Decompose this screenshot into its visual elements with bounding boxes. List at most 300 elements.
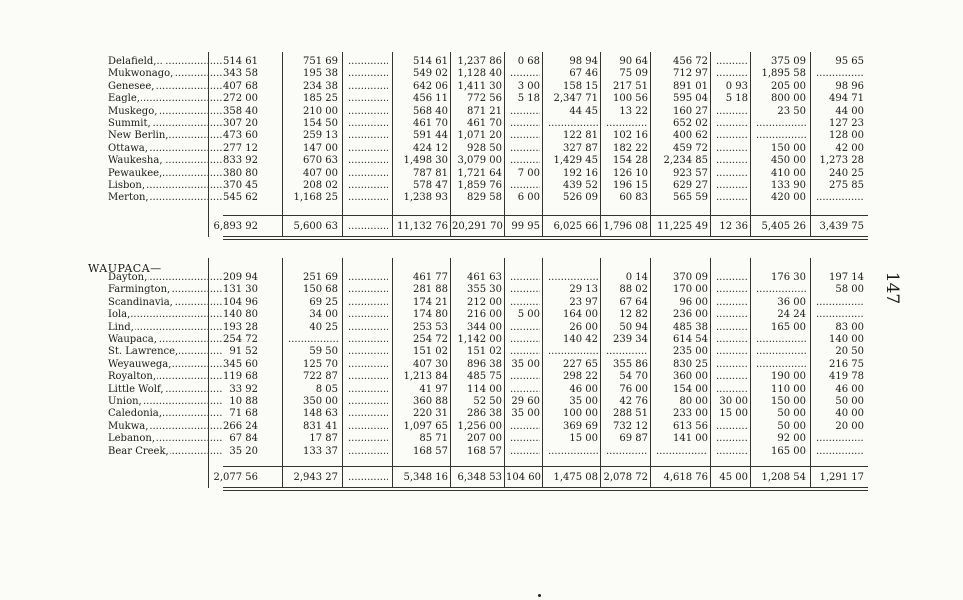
amount-cell: 20,291 70 (452, 220, 503, 232)
dot-leader (510, 284, 540, 296)
amount-cell: 1,498 30 (403, 155, 448, 167)
amount-cell: 165 00 (771, 445, 806, 457)
amount-cell: 5 18 (725, 93, 748, 105)
table-rule (223, 239, 868, 240)
town-name (108, 81, 223, 93)
dot-leader (756, 346, 806, 358)
amount-cell: 595 04 (673, 93, 708, 105)
amount-cell: 400 62 (673, 130, 708, 142)
dot-leader (716, 359, 748, 371)
town-name-label: Merton, (108, 192, 149, 204)
amount-cell: 286 38 (467, 408, 502, 420)
town-name (108, 106, 223, 118)
amount-cell: 0 14 (625, 272, 648, 283)
amount-cell: 12 36 (719, 220, 748, 232)
table-rule (223, 487, 868, 488)
dot-leader (510, 446, 540, 458)
amount-cell: 50 00 (777, 420, 806, 432)
amount-cell: 140 42 (563, 334, 598, 345)
amount-cell: 1,237 86 (457, 56, 502, 67)
column-rule (710, 258, 711, 488)
amount-cell: 7 00 (517, 167, 540, 179)
amount-cell: 410 00 (771, 167, 806, 179)
amount-cell: 150 68 (303, 284, 338, 296)
amount-cell: 545 62 (223, 192, 258, 204)
amount-cell: 46 00 (569, 383, 598, 395)
amount-cell: 1,411 30 (457, 80, 502, 92)
amount-cell: 95 65 (835, 56, 864, 67)
column-rule (542, 258, 543, 488)
amount-cell: 205 00 (771, 80, 806, 92)
dot-leader (510, 106, 540, 118)
dot-leader (606, 446, 648, 458)
dot-leader (756, 284, 806, 296)
amount-cell: 1,097 65 (403, 420, 448, 432)
dot-leader (716, 130, 748, 142)
amount-cell: 220 31 (413, 408, 448, 420)
amount-cell: 375 09 (771, 56, 806, 67)
amount-cell: 216 75 (829, 358, 864, 370)
amount-cell: 141 00 (673, 433, 708, 445)
amount-cell: 20 00 (835, 420, 864, 432)
amount-cell: 0 68 (517, 56, 540, 67)
amount-cell: 526 09 (563, 192, 598, 204)
amount-cell: 614 54 (673, 334, 708, 345)
town-name-label: Summit, (108, 118, 151, 129)
amount-cell: 67 84 (229, 433, 258, 445)
amount-cell: 712 97 (673, 68, 708, 80)
amount-cell: 370 45 (223, 180, 258, 191)
dot-leader (816, 309, 864, 321)
amount-cell: 133 37 (303, 445, 338, 457)
dot-leader (716, 192, 748, 204)
town-name-label: Iola, (108, 309, 131, 321)
amount-cell: 1,291 17 (819, 472, 864, 483)
town-name (108, 334, 223, 346)
column-rule (450, 258, 451, 488)
dot-leader (348, 68, 388, 80)
column-rule (810, 52, 811, 237)
column-rule (600, 52, 601, 237)
amount-cell: 197 14 (829, 272, 864, 283)
amount-cell: 119 68 (223, 371, 258, 383)
amount-cell: 461 63 (467, 272, 502, 283)
dot-leader (716, 346, 748, 358)
amount-cell: 216 00 (467, 309, 502, 321)
amount-cell: 140 80 (223, 309, 258, 321)
column-rule (650, 258, 651, 488)
amount-cell: 1,071 20 (457, 130, 502, 142)
dot-leader (510, 180, 540, 192)
town-name (108, 56, 223, 68)
dot-leader (348, 272, 388, 284)
amount-cell: 24 24 (777, 309, 806, 321)
town-name-label: Genesee, (108, 80, 155, 92)
amount-cell: 350 00 (303, 396, 338, 407)
amount-cell: 88 02 (619, 284, 648, 296)
dot-leader (716, 421, 748, 433)
dot-leader (716, 56, 748, 68)
amount-cell: 239 34 (613, 334, 648, 345)
amount-cell: 2,347 71 (553, 93, 598, 105)
amount-cell: 60 83 (619, 192, 648, 204)
amount-cell: 407 68 (223, 80, 258, 92)
town-name (108, 346, 223, 358)
amount-cell: 787 81 (413, 167, 448, 179)
amount-cell: 4,618 76 (663, 472, 708, 483)
dot-leader (348, 130, 388, 142)
town-name (108, 93, 223, 105)
dot-leader (510, 384, 540, 396)
amount-cell: 1,128 40 (457, 68, 502, 80)
dot-leader (716, 284, 748, 296)
amount-cell: 42 76 (619, 396, 648, 407)
table-row (108, 421, 868, 433)
town-name (108, 408, 223, 420)
amount-cell: 419 78 (829, 371, 864, 383)
dot-leader (606, 346, 648, 358)
column-rule (504, 52, 505, 237)
dot-leader (510, 297, 540, 309)
amount-cell: 485 75 (467, 371, 502, 383)
amount-cell: 831 41 (303, 420, 338, 432)
amount-cell: 439 52 (563, 180, 598, 191)
table-rule (223, 236, 868, 237)
table-row (108, 371, 868, 383)
column-rule (750, 52, 751, 237)
amount-cell: 59 50 (309, 346, 338, 358)
amount-cell: 253 53 (413, 321, 448, 333)
amount-cell: 1,208 54 (761, 472, 806, 483)
amount-cell: 5,348 16 (403, 472, 448, 483)
amount-cell: 50 00 (777, 408, 806, 420)
total-row (108, 221, 868, 233)
dot-leader (510, 143, 540, 155)
amount-cell: 833 92 (223, 155, 258, 167)
table-row (108, 106, 868, 118)
dot-leader (716, 180, 748, 192)
amount-cell: 871 21 (467, 105, 502, 117)
amount-cell: 165 00 (771, 321, 806, 333)
amount-cell: 327 87 (563, 142, 598, 154)
amount-cell: 277 12 (223, 142, 258, 154)
amount-cell: 190 00 (771, 371, 806, 383)
amount-cell: 35 00 (569, 396, 598, 407)
table-rule (223, 215, 868, 216)
dot-leader (348, 309, 388, 321)
amount-cell: 1,238 93 (403, 192, 448, 204)
amount-cell: 891 01 (673, 80, 708, 92)
town-name (108, 168, 223, 180)
amount-cell: 5 18 (517, 93, 540, 105)
amount-cell: 140 00 (829, 334, 864, 345)
town-name (108, 322, 223, 334)
dot-leader (510, 130, 540, 142)
table-row (108, 81, 868, 93)
table-row (108, 180, 868, 192)
amount-cell: 67 64 (619, 296, 648, 308)
dot-leader (716, 334, 748, 346)
dot-leader (348, 221, 388, 233)
dot-leader (348, 106, 388, 118)
dot-leader (348, 334, 388, 346)
dot-leader (716, 446, 748, 458)
town-name-label: Mukwa, (108, 420, 149, 432)
amount-cell: 2,077 56 (213, 472, 258, 483)
amount-cell: 235 00 (673, 346, 708, 358)
amount-cell: 17 87 (309, 433, 338, 445)
dot-leader (348, 93, 388, 105)
amount-cell: 450 00 (771, 155, 806, 167)
amount-cell: 407 30 (413, 358, 448, 370)
amount-cell: 772 56 (467, 93, 502, 105)
table-row (108, 272, 868, 284)
table-rule (223, 466, 868, 467)
amount-cell: 80 00 (679, 396, 708, 407)
amount-cell: 23 97 (569, 296, 598, 308)
amount-cell: 8 05 (315, 383, 338, 395)
amount-cell: 473 60 (223, 130, 258, 142)
amount-cell: 168 57 (467, 445, 502, 457)
town-name-label: Muskego, (108, 105, 158, 117)
town-name-label: Eagle, (108, 93, 140, 105)
table-row (108, 130, 868, 142)
dot-leader (348, 384, 388, 396)
amount-cell: 923 57 (673, 167, 708, 179)
town-name-label: Lisbon, (108, 180, 146, 191)
town-name-label: Mukwonago, (108, 68, 174, 80)
town-name (108, 297, 223, 309)
town-name-label: Bear Creek, (108, 445, 169, 457)
column-rule (392, 52, 393, 237)
amount-cell: 233 00 (673, 408, 708, 420)
dot-leader (348, 408, 388, 420)
dot-leader (716, 297, 748, 309)
dot-leader (816, 68, 864, 80)
amount-cell: 456 11 (413, 93, 448, 105)
dot-leader (348, 297, 388, 309)
town-name (108, 284, 223, 296)
amount-cell: 5,405 26 (761, 220, 806, 232)
table-row (108, 309, 868, 321)
amount-cell: 104 96 (223, 296, 258, 308)
amount-cell: 591 44 (413, 130, 448, 142)
amount-cell: 298 22 (563, 371, 598, 383)
dot-leader (756, 118, 806, 130)
amount-cell: 15 00 (569, 433, 598, 445)
amount-cell: 91 52 (229, 346, 258, 358)
amount-cell: 151 02 (467, 346, 502, 358)
dot-leader (656, 446, 708, 458)
dot-leader (348, 359, 388, 371)
town-name-label: St. Lawrence, (108, 346, 179, 358)
amount-cell: 98 94 (569, 56, 598, 67)
town-name-label: Scandinavia, (108, 296, 173, 308)
table-row (108, 56, 868, 68)
amount-cell: 41 97 (419, 383, 448, 395)
amount-cell: 12 82 (619, 309, 648, 321)
amount-cell: 147 00 (303, 142, 338, 154)
table-row (108, 297, 868, 309)
dot-leader (716, 371, 748, 383)
column-rule (504, 258, 505, 488)
amount-cell: 360 88 (413, 396, 448, 407)
dot-leader (348, 472, 388, 484)
dot-leader (510, 272, 540, 284)
amount-cell: 174 80 (413, 309, 448, 321)
amount-cell: 46 00 (835, 383, 864, 395)
amount-cell: 58 00 (835, 284, 864, 296)
dot-leader (548, 446, 598, 458)
amount-cell: 652 02 (673, 118, 708, 129)
amount-cell: 100 00 (563, 408, 598, 420)
amount-cell: 192 16 (563, 167, 598, 179)
dot-leader (716, 68, 748, 80)
amount-cell: 3 00 (517, 80, 540, 92)
column-rule (282, 52, 283, 237)
amount-cell: 565 59 (673, 192, 708, 204)
amount-cell: 1,168 25 (293, 192, 338, 204)
amount-cell: 85 71 (419, 433, 448, 445)
amount-cell: 54 70 (619, 371, 648, 383)
column-rule (600, 258, 601, 488)
amount-cell: 44 00 (835, 105, 864, 117)
amount-cell: 69 87 (619, 433, 648, 445)
column-rule (208, 52, 209, 237)
amount-cell: 131 30 (223, 284, 258, 296)
town-name (108, 396, 223, 408)
table-row (108, 322, 868, 334)
amount-cell: 30 00 (719, 396, 748, 407)
amount-cell: 154 00 (673, 383, 708, 395)
amount-cell: 50 00 (835, 396, 864, 407)
amount-cell: 193 28 (223, 321, 258, 333)
dot-leader (348, 168, 388, 180)
amount-cell: 360 00 (673, 371, 708, 383)
town-name-label: Farmington, (108, 284, 171, 296)
amount-cell: 67 46 (569, 68, 598, 80)
amount-cell: 36 00 (777, 296, 806, 308)
amount-cell: 185 25 (303, 93, 338, 105)
amount-cell: 5 00 (517, 309, 540, 321)
amount-cell: 829 58 (467, 192, 502, 204)
amount-cell: 90 64 (619, 56, 648, 67)
amount-cell: 122 81 (563, 130, 598, 142)
amount-cell: 928 50 (467, 142, 502, 154)
town-name (108, 192, 223, 204)
amount-cell: 240 25 (829, 167, 864, 179)
amount-cell: 494 71 (829, 93, 864, 105)
amount-cell: 456 72 (673, 56, 708, 67)
amount-cell: 83 00 (835, 321, 864, 333)
amount-cell: 1,429 45 (553, 155, 598, 167)
amount-cell: 355 30 (467, 284, 502, 296)
amount-cell: 11,132 76 (397, 220, 448, 232)
dot-leader (716, 168, 748, 180)
amount-cell: 207 00 (467, 433, 502, 445)
amount-cell: 254 72 (413, 334, 448, 345)
amount-cell: 52 50 (473, 396, 502, 407)
amount-cell: 629 27 (673, 180, 708, 191)
amount-cell: 176 30 (771, 272, 806, 283)
column-rule (810, 258, 811, 488)
amount-cell: 154 28 (613, 155, 648, 167)
amount-cell: 461 70 (413, 118, 448, 129)
amount-cell: 170 00 (673, 284, 708, 296)
amount-cell: 1,475 08 (553, 472, 598, 483)
amount-cell: 168 57 (413, 445, 448, 457)
amount-cell: 50 94 (619, 321, 648, 333)
amount-cell: 259 13 (303, 130, 338, 142)
dot-leader (510, 433, 540, 445)
amount-cell: 1,256 00 (457, 420, 502, 432)
amount-cell: 3,439 75 (819, 220, 864, 232)
amount-cell: 20 50 (835, 346, 864, 358)
amount-cell: 210 00 (303, 105, 338, 117)
amount-cell: 35 00 (511, 358, 540, 370)
dot-leader (510, 334, 540, 346)
town-name-label: Delafield,.. (108, 56, 163, 67)
column-rule (208, 258, 209, 488)
amount-cell: 92 00 (777, 433, 806, 445)
dot-leader (716, 155, 748, 167)
town-name (108, 359, 223, 371)
dot-leader (348, 396, 388, 408)
amount-cell: 151 02 (413, 346, 448, 358)
amount-cell: 358 40 (223, 105, 258, 117)
town-name (108, 421, 223, 433)
town-name (108, 180, 223, 192)
town-name (108, 118, 223, 130)
amount-cell: 355 86 (613, 358, 648, 370)
dot-leader (716, 106, 748, 118)
amount-cell: 227 65 (563, 358, 598, 370)
amount-cell: 114 00 (467, 383, 502, 395)
amount-cell: 98 96 (835, 80, 864, 92)
amount-cell: 578 47 (413, 180, 448, 191)
amount-cell: 128 00 (829, 130, 864, 142)
dot-leader (816, 297, 864, 309)
dot-leader (510, 118, 540, 130)
amount-cell: 251 69 (303, 272, 338, 283)
dot-leader (348, 433, 388, 445)
amount-cell: 613 56 (673, 420, 708, 432)
table-row (108, 192, 868, 204)
table-row (108, 346, 868, 358)
amount-cell: 420 00 (771, 192, 806, 204)
dot-leader (510, 346, 540, 358)
amount-cell: 44 45 (569, 105, 598, 117)
amount-cell: 1,273 28 (819, 155, 864, 167)
dot-leader (510, 68, 540, 80)
dot-leader (348, 155, 388, 167)
amount-cell: 2,234 85 (663, 155, 708, 167)
town-name-label: Waupaca, (108, 334, 157, 345)
amount-cell: 13 22 (619, 105, 648, 117)
amount-cell: 343 58 (223, 68, 258, 80)
town-name-label: Waukesha, (108, 155, 163, 167)
amount-cell: 2,078 72 (603, 472, 648, 483)
amount-cell: 549 02 (413, 68, 448, 80)
column-rule (392, 258, 393, 488)
table-row (108, 155, 868, 167)
town-name (108, 130, 223, 142)
amount-cell: 234 38 (303, 80, 338, 92)
amount-cell: 100 56 (613, 93, 648, 105)
amount-cell: 1,142 00 (457, 334, 502, 345)
table-row (108, 168, 868, 180)
amount-cell: 45 00 (719, 472, 748, 483)
